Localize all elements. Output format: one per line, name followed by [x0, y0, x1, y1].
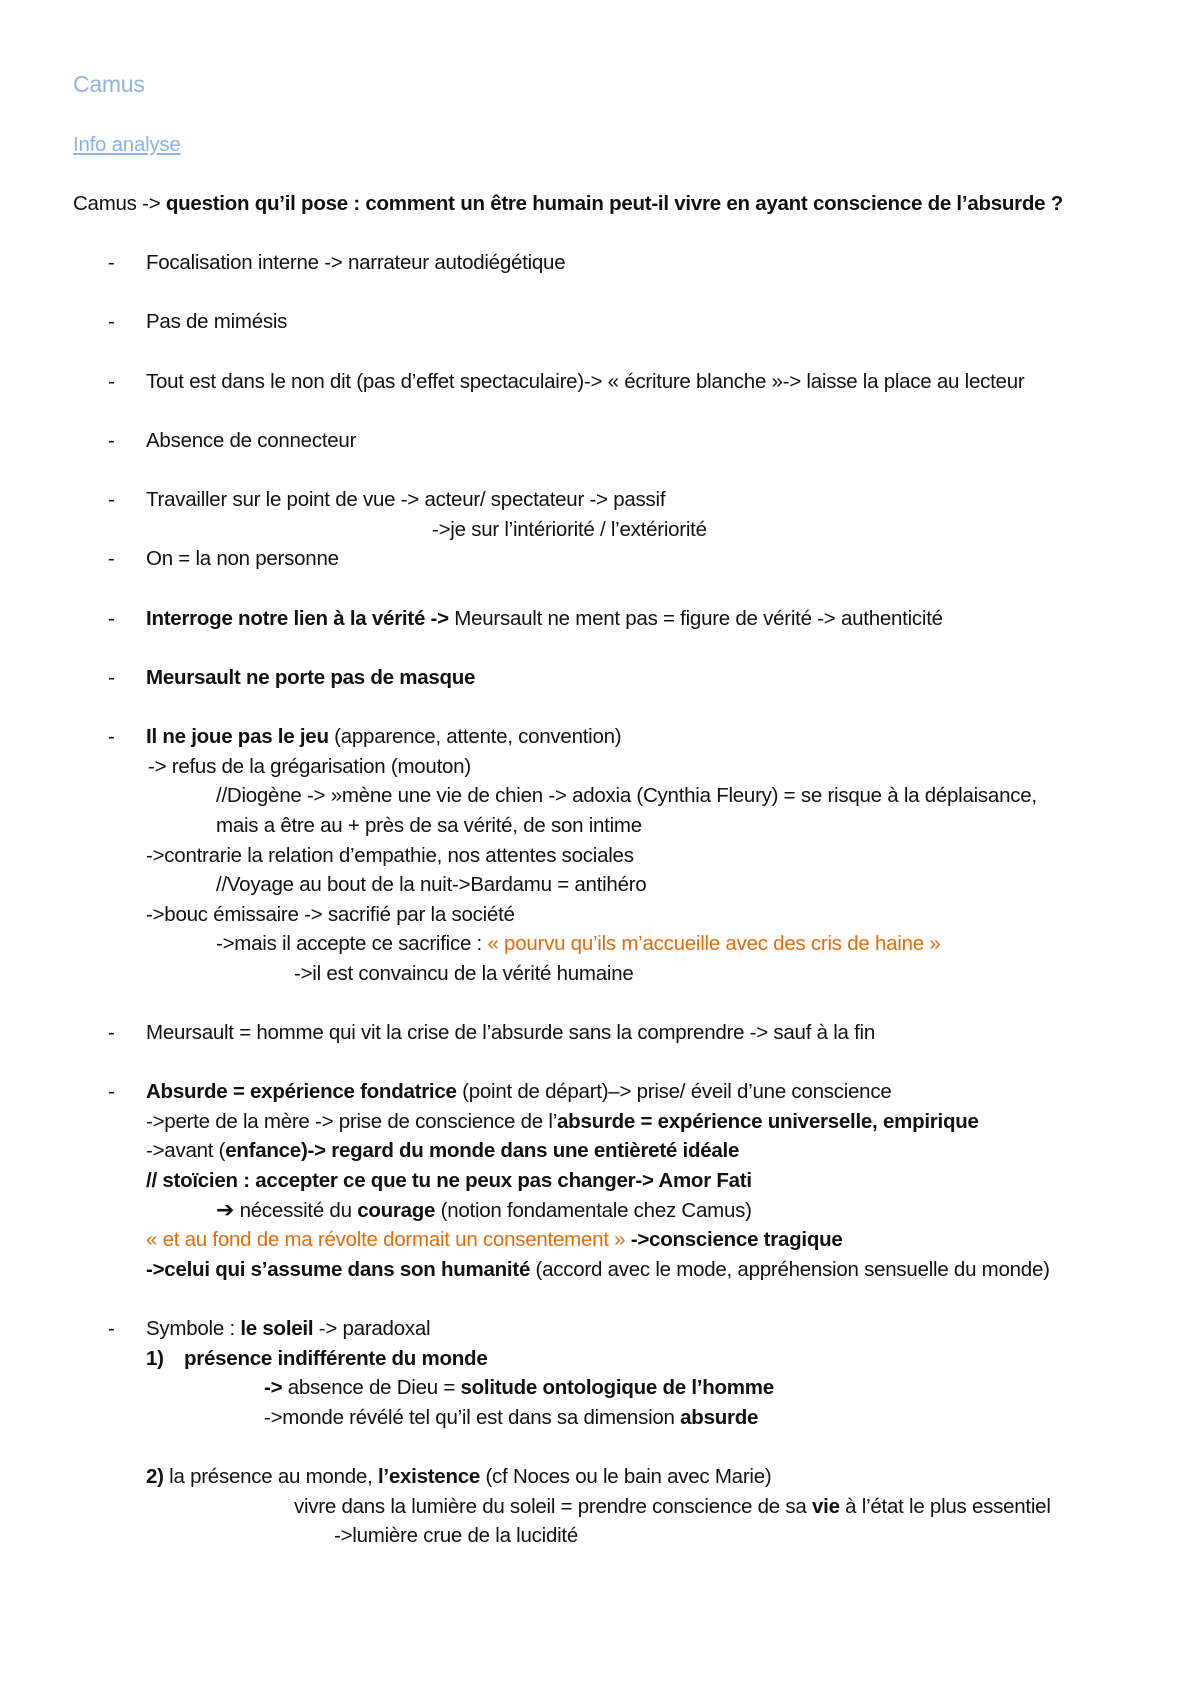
bullet-marker: -	[108, 547, 115, 570]
item-on: On = la non personne	[146, 547, 339, 570]
item-symbole	[146, 1315, 430, 1343]
jeu-line-5: //Voyage au bout de la nuit->Bardamu = antihéro	[216, 873, 647, 896]
jeu-line-2: //Diogène -> »mène une vie de chien -> adoxia (Cynthia Fleury) = se risque à la déplaisance,	[216, 784, 1037, 807]
jeu-line-7	[216, 930, 941, 958]
item-verite	[146, 605, 943, 633]
absurde-line-2-a: ->avant (	[146, 1139, 226, 1162]
absurde-line-2	[146, 1137, 739, 1165]
item-verite-rest: Meursault ne ment pas = figure de vérité -> authenticité	[448, 607, 943, 630]
jeu-line-6: ->bouc émissaire -> sacrifié par la société	[146, 903, 515, 926]
item-masque: Meursault ne porte pas de masque	[146, 666, 476, 689]
arrow-right-icon: ➔	[216, 1197, 235, 1222]
jeu-line-3: mais a être au + près de sa vérité, de son intime	[216, 814, 642, 837]
absurde-line-4-b: courage	[357, 1199, 436, 1222]
document-title: Camus	[73, 71, 145, 97]
absurde-line-6-b: (accord avec le mode, appréhension sensuelle du monde)	[530, 1258, 1050, 1281]
item-symbole-c: -> paradoxal	[313, 1317, 431, 1340]
bullet-marker: -	[108, 429, 115, 452]
bullet-marker: -	[108, 1080, 115, 1103]
item-verite-bold: Interroge notre lien à la vérité ->	[146, 607, 449, 630]
symbole-2-line-a-rest: à l’état le plus essentiel	[839, 1495, 1051, 1518]
absurde-line-3: // stoïcien : accepter ce que tu ne peux pas changer-> Amor Fati	[146, 1169, 752, 1192]
absurde-quote: « et au fond de ma révolte dormait un consentement »	[146, 1228, 626, 1251]
subtitle-link[interactable]: Info analyse	[73, 133, 181, 156]
absurde-line-1-text: ->perte de la mère -> prise de conscience de l’	[146, 1110, 558, 1133]
symbole-2-number: 2)	[146, 1465, 164, 1488]
item-point-de-vue: Travailler sur le point de vue -> acteur/ spectateur -> passif	[146, 488, 666, 511]
symbole-1-number: 1)	[146, 1347, 164, 1370]
bullet-marker: -	[108, 607, 115, 630]
intro-question: question qu’il pose : comment un être humain peut-il vivre en ayant conscience de l’absurde ?	[165, 192, 1064, 215]
symbole-2-line-a-bold: vie	[811, 1495, 840, 1518]
absurde-line-2-c: )-> regard du monde dans une entièreté idéale	[300, 1139, 740, 1162]
bullet-marker: -	[108, 666, 115, 689]
jeu-line-7-text: ->mais il accepte ce sacrifice :	[216, 932, 488, 955]
bullet-marker: -	[108, 488, 115, 511]
symbole-2-b: l’existence	[377, 1465, 481, 1488]
item-jeu-rest: (apparence, attente, convention)	[328, 725, 622, 748]
absurde-line-6	[146, 1256, 1050, 1284]
absurde-line-4	[216, 1196, 752, 1225]
absurde-line-5	[146, 1226, 843, 1254]
symbole-2-line-a-text: vivre dans la lumière du soleil = prendre conscience de sa	[294, 1495, 812, 1518]
item-mimesis: Pas de mimésis	[146, 310, 288, 333]
symbole-2-line-a	[294, 1493, 1051, 1521]
item-absurde	[146, 1078, 891, 1106]
item-absurde-rest: (point de départ)–> prise/ éveil d’une conscience	[456, 1080, 892, 1103]
jeu-line-4: ->contrarie la relation d’empathie, nos attentes sociales	[146, 844, 634, 867]
bullet-marker: -	[108, 251, 115, 274]
bullet-marker: -	[108, 1021, 115, 1044]
symbole-2-line-b: ->lumière crue de la lucidité	[334, 1524, 578, 1547]
symbole-1-line-b-text: ->monde révélé tel qu’il est dans sa dimension	[264, 1406, 681, 1429]
symbole-1-line-b-bold: absurde	[680, 1406, 759, 1429]
symbole-1-line-a-bold: solitude ontologique de l’homme	[460, 1376, 774, 1399]
absurde-line-4-c: (notion fondamentale chez Camus)	[435, 1199, 752, 1222]
symbole-2-a: la présence au monde,	[163, 1465, 378, 1488]
intro-line	[73, 190, 1063, 218]
jeu-line-1: -> refus de la grégarisation (mouton)	[148, 755, 471, 778]
symbole-2-c: (cf Noces ou le bain avec Marie)	[480, 1465, 772, 1488]
item-symbole-a: Symbole :	[146, 1317, 241, 1340]
item-point-de-vue-sub: ->je sur l’intériorité / l’extériorité	[432, 518, 707, 541]
jeu-quote: « pourvu qu’ils m’accueille avec des cris de haine »	[487, 932, 941, 955]
item-non-dit: Tout est dans le non dit (pas d’effet spectaculaire)-> « écriture blanche »-> laisse la place au lecteur	[146, 370, 1025, 393]
bullet-marker: -	[108, 725, 115, 748]
bullet-marker: -	[108, 310, 115, 333]
symbole-2-line	[146, 1463, 771, 1491]
symbole-1-line-b	[264, 1404, 758, 1432]
symbole-1-line-a-text: absence de Dieu =	[282, 1376, 461, 1399]
jeu-line-8: ->il est convaincu de la vérité humaine	[294, 962, 634, 985]
item-jeu-bold: Il ne joue pas le jeu	[146, 725, 329, 748]
item-symbole-b: le soleil	[240, 1317, 314, 1340]
absurde-line-1-bold: absurde = expérience universelle, empirique	[557, 1110, 979, 1133]
item-jeu	[146, 723, 621, 751]
bullet-marker: -	[108, 1317, 115, 1340]
item-connecteur: Absence de connecteur	[146, 429, 357, 452]
item-focalisation: Focalisation interne -> narrateur autodiégétique	[146, 251, 566, 274]
absurde-line-1	[146, 1108, 979, 1136]
absurde-line-5-b: ->conscience tragique	[625, 1228, 843, 1251]
item-absurde-bold: Absurde = expérience fondatrice	[146, 1080, 457, 1103]
intro-lead: Camus ->	[73, 192, 166, 215]
symbole-1-arrow: ->	[264, 1376, 283, 1399]
item-crise: Meursault = homme qui vit la crise de l’absurde sans la comprendre -> sauf à la fin	[146, 1021, 876, 1044]
absurde-line-4-a: nécessité du	[234, 1199, 358, 1222]
symbole-1-line-a	[264, 1374, 774, 1402]
symbole-1-title: présence indifférente du monde	[184, 1347, 488, 1370]
absurde-line-6-a: ->celui qui s’assume dans son humanité	[146, 1258, 531, 1281]
absurde-line-2-b: enfance	[225, 1139, 301, 1162]
bullet-marker: -	[108, 370, 115, 393]
